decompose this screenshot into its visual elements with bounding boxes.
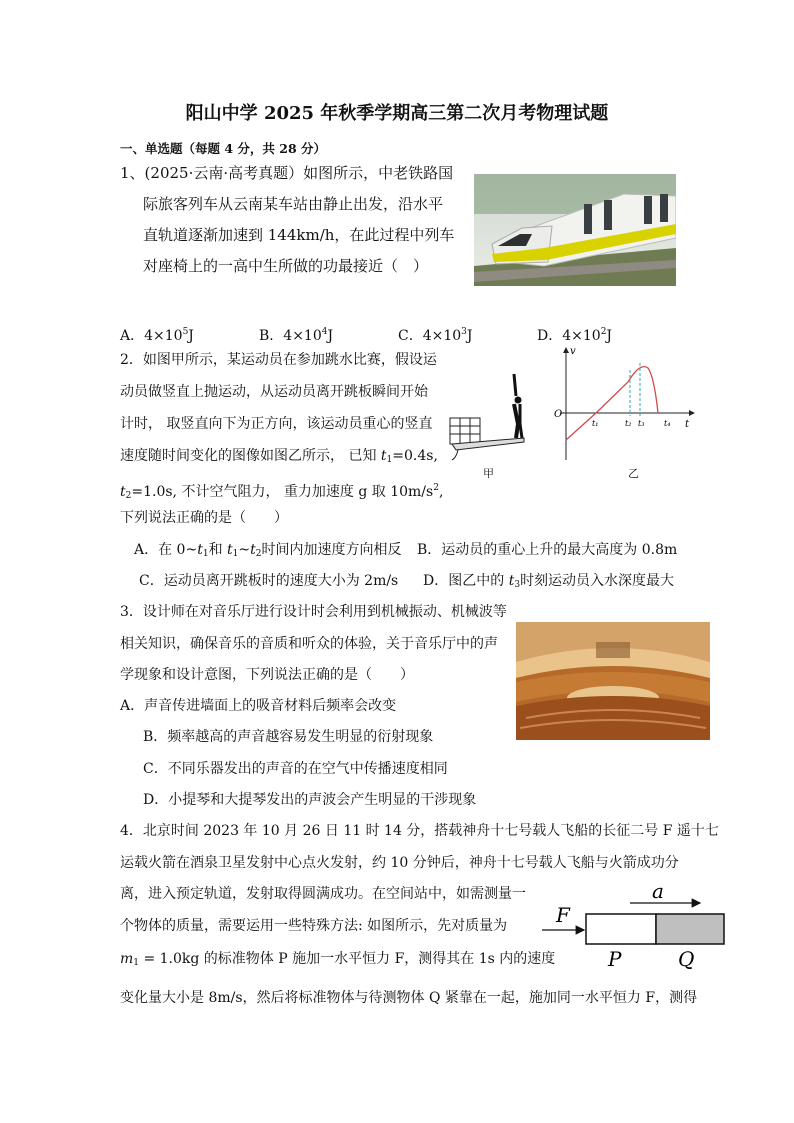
velocity-time-graph: [548, 340, 698, 470]
q4-line-1: 4．北京时间 2023 年 10 月 26 日 11 时 14 分，搭载神舟十七号载人飞船的长征二号 F 遥十七: [120, 823, 719, 839]
q2-option-d[interactable]: D．图乙中的 $t_3$时刻运动员入水深度最大: [423, 573, 675, 590]
q3-option-b[interactable]: B．频率越高的声音越容易发生明显的衍射现象: [143, 729, 434, 745]
train-photo: [474, 174, 676, 286]
q4-line-6: 变化量大小是 8m/s，然后将标准物体与待测物体 Q 紧靠在一起，施加同一水平恒力 F，测得: [120, 990, 698, 1006]
q1-line-2: 际旅客列车从云南某车站由静止出发，沿水平: [143, 195, 444, 213]
q4-line-3: 离，进入预定轨道，发射取得圆满成功。在空间站中，如需测量一: [120, 886, 526, 902]
q2-line-1: 2．如图甲所示，某运动员在参加跳水比赛，假设运: [120, 352, 437, 368]
tick-t2: t₂: [625, 419, 632, 428]
origin-label: O: [554, 409, 563, 420]
q2-line-5: $t_2=1.0s$, 不计空气阻力， 重力加速度 g 取 $10m/s^2$,: [120, 483, 444, 501]
tick-t3: t₃: [638, 419, 645, 428]
block-q: [656, 914, 724, 944]
force-blocks-figure: [540, 878, 730, 974]
accel-label: a: [652, 879, 664, 903]
q2-line-2: 动员做竖直上抛运动，从运动员离开跳板瞬间开始: [120, 384, 428, 400]
q4-line-5: $m_1 = 1.0kg$ 的标准物体 P 施加一水平恒力 F，测得其在 1s 内的速度: [120, 951, 556, 968]
axis-label-v: v: [570, 346, 576, 357]
block-p: [586, 914, 656, 944]
q3-line-1: 3．设计师在对音乐厅进行设计时会利用到机械振动、机械波等: [120, 604, 507, 620]
block-q-label: Q: [678, 947, 695, 971]
q3-option-c[interactable]: C．不同乐器发出的声音的在空气中传播速度相同: [143, 761, 448, 777]
q4-line-2: 运载火箭在酒泉卫星发射中心点火发射，约 10 分钟后，神舟十七号载人飞船与火箭成功分: [120, 855, 679, 871]
concert-hall-photo: [516, 622, 710, 740]
q2-option-b[interactable]: B．运动员的重心上升的最大高度为 0.8m: [417, 542, 678, 558]
q1-option-b[interactable]: B．$4\times 10^4J$: [259, 327, 334, 344]
q3-line-3: 学现象和设计意图，下列说法正确的是（ ）: [120, 667, 414, 683]
q1-line-1: 1、(2025·云南·高考真题）如图所示，中老铁路国: [120, 164, 454, 182]
q2-line-3: 计时， 取竖直向下为正方向，该运动员重心的竖直: [120, 416, 433, 432]
q1-line-4: 对座椅上的一高中生所做的功最接近（ ）: [143, 257, 429, 275]
figure-label-jia: 甲: [483, 467, 494, 480]
q3-option-a[interactable]: A．声音传进墙面上的吸音材料后频率会改变: [120, 698, 397, 714]
tick-t1: t₁: [592, 419, 599, 428]
force-label: F: [556, 903, 570, 927]
axis-label-t: t: [685, 419, 690, 430]
q2-line-6: 下列说法正确的是（ ）: [120, 510, 288, 526]
q4-line-4: 个物体的质量，需要运用一些特殊方法: 如图所示，先对质量为: [120, 918, 508, 934]
block-p-label: P: [608, 947, 622, 971]
figure-label-yi: 乙: [628, 467, 639, 480]
q2-option-a[interactable]: A．在 $0\sim t_1$和 $t_1\sim t_2$时间内加速度方向相反: [134, 542, 402, 559]
q2-line-4: 速度随时间变化的图像如图乙所示， 已知 $t_1=0.4s$,: [120, 448, 438, 465]
q1-line-3: 直轨道逐渐加速到 144km/h，在此过程中列车: [143, 226, 455, 244]
diver-figure: [448, 368, 528, 474]
q1-option-c[interactable]: C．$4\times 10^3J$: [398, 327, 473, 344]
q3-line-2: 相关知识，确保音乐的音质和听众的体验，关于音乐厅中的声: [120, 636, 498, 652]
q1-option-a[interactable]: A．$4\times 10^5J$: [120, 327, 194, 344]
section-heading: 一、单选题（每题 4 分，共 28 分）: [120, 141, 327, 156]
q3-option-d[interactable]: D．小提琴和大提琴发出的声波会产生明显的干涉现象: [143, 792, 477, 808]
q1-option-d[interactable]: D．$4\times 10^2J$: [537, 327, 613, 344]
tick-t4: t₄: [664, 419, 671, 428]
page-title: 阳山中学 2025 年秋季学期高三第二次月考物理试题: [185, 103, 609, 124]
q2-option-c[interactable]: C．运动员离开跳板时的速度大小为 2m/s: [139, 573, 399, 589]
